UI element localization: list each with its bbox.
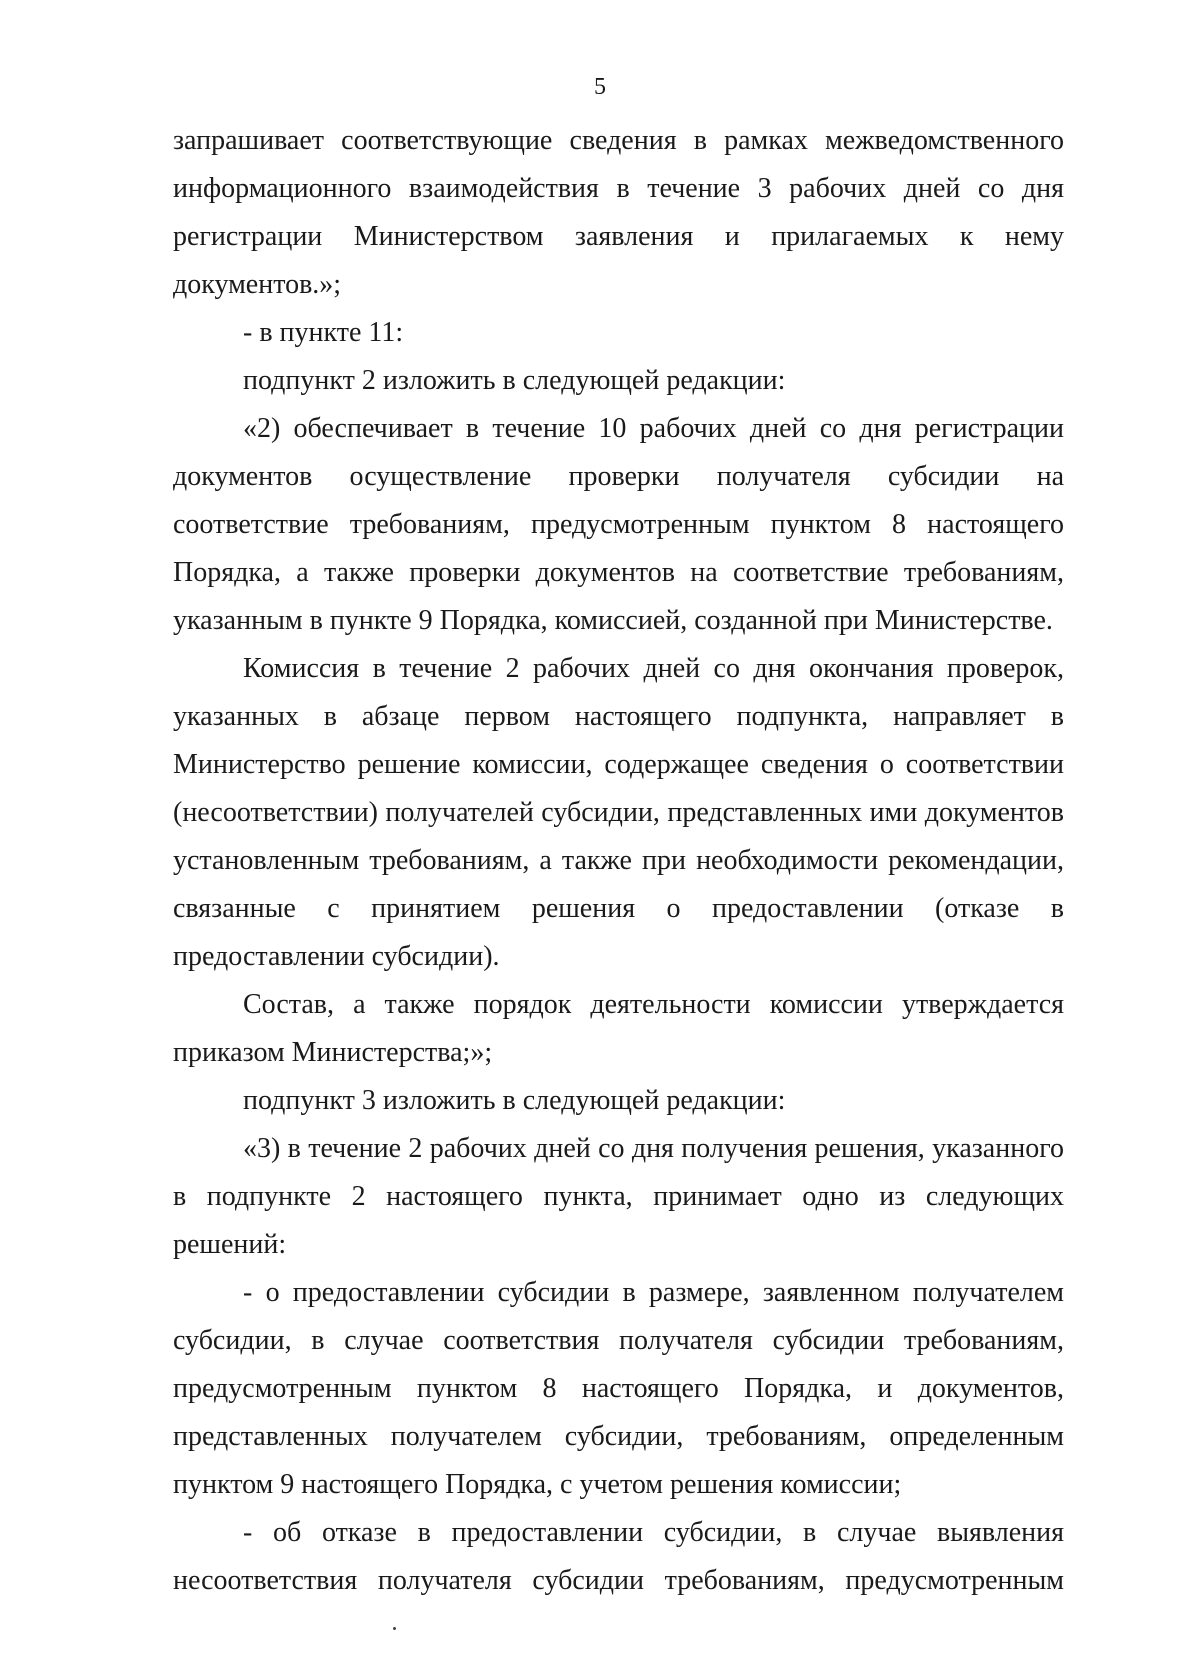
paragraph-subpoint-3-intro: подпункт 3 изложить в следующей редакции: bbox=[243, 1085, 786, 1116]
page-number: 5 bbox=[594, 74, 606, 100]
paragraph-continuation: запрашивает соответствующие сведения в рамках межведомственного информационного взаимодействия в течение 3 рабочих дней со дня регистрации Министерством заявления и прилагаемых к нему документов.»; bbox=[173, 125, 1064, 300]
scan-speck bbox=[393, 1627, 396, 1630]
paragraph-subpoint-3-text: «3) в течение 2 рабочих дней со дня получения решения, указанного в подпункте 2 настоящего пункта, принимает одно из следующих решений: bbox=[173, 1133, 1064, 1260]
paragraph-commission: Комиссия в течение 2 рабочих дней со дня окончания проверок, указанных в абзаце первом настоящего подпункта, направляет в Министерство решение комиссии, содержащее сведения о соответствии (несоответствии) получателей субсидии, представленных ими документов установленным требованиям, а также при необходимости рекомендации, связанные с принятием решения о предоставлении (отказе в предоставлении субсидии). bbox=[173, 653, 1064, 972]
paragraph-refusal-decision: - об отказе в предоставлении субсидии, в случае выявления несоответствия получателя субсидии требованиям, предусмотренным bbox=[173, 1517, 1064, 1596]
document-body bbox=[173, 117, 1064, 1605]
paragraph-subpoint-2-text: «2) обеспечивает в течение 10 рабочих дней со дня регистрации документов осуществление проверки получателя субсидии на соответствие требованиям, предусмотренным пунктом 8 настоящего Порядка, а также проверки документов на соответствие требованиям, указанным в пункте 9 Порядка, комиссией, созданной при Министерстве. bbox=[173, 413, 1064, 636]
paragraph-point-11: - в пункте 11: bbox=[243, 317, 404, 348]
paragraph-grant-decision: - о предоставлении субсидии в размере, заявленном получателем субсидии, в случае соответствия получателя субсидии требованиям, предусмотренным пунктом 8 настоящего Порядка, и документов, представленных получателем субсидии, требованиям, определенным пунктом 9 настоящего Порядка, с учетом решения комиссии; bbox=[173, 1277, 1064, 1500]
paragraph-composition: Состав, а также порядок деятельности комиссии утверждается приказом Министерства;»; bbox=[173, 989, 1064, 1068]
paragraph-subpoint-2-intro: подпункт 2 изложить в следующей редакции: bbox=[243, 365, 786, 396]
